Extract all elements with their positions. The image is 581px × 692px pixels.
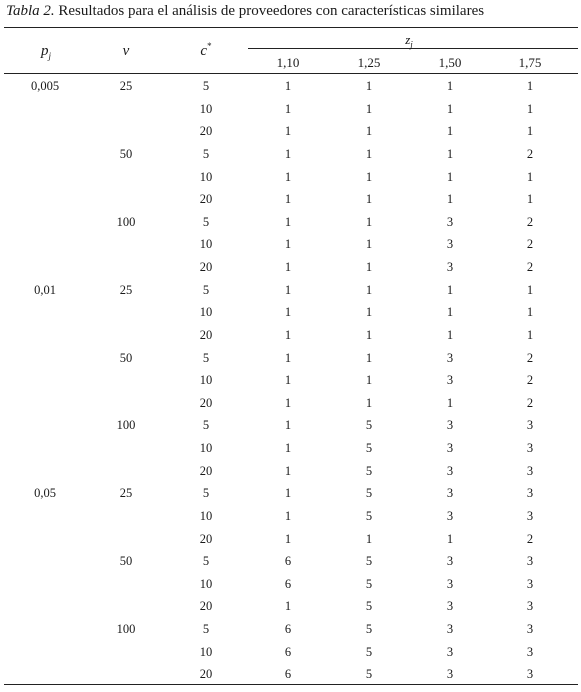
z-cell: 5: [365, 599, 373, 614]
z-cell: 3: [526, 576, 534, 591]
c-cell: 20: [199, 463, 213, 478]
c-cell: 10: [199, 508, 213, 523]
z-cell: 1: [365, 214, 373, 229]
c-cell: 10: [199, 373, 213, 388]
z-cell: 3: [526, 667, 534, 682]
z-cell: 2: [526, 373, 534, 388]
z-cell: 1: [446, 79, 454, 93]
z-cell: 2: [526, 350, 534, 365]
bottom-rule: [4, 684, 578, 685]
z-cell: 1: [284, 531, 292, 546]
z-cell: 1: [526, 282, 534, 297]
z-cell: 1: [284, 169, 292, 184]
header-zj: $z_j$: [405, 32, 413, 50]
z-cell: 3: [446, 418, 454, 433]
z-cell: 1: [446, 327, 454, 342]
c-cell: 10: [199, 576, 213, 591]
z-cell: 1: [446, 282, 454, 297]
c-cell: 20: [199, 395, 213, 410]
z-cell: 1: [526, 79, 534, 93]
z-cell: 1: [526, 192, 534, 207]
z-cell: 3: [446, 508, 454, 523]
z-cell: 1: [365, 146, 373, 161]
v-cell: 100: [116, 418, 136, 433]
c-cell: 20: [199, 667, 213, 682]
z-cell: 1: [284, 260, 292, 275]
c-cell: 20: [199, 599, 213, 614]
z-cell: 1: [446, 305, 454, 320]
z-cell: 1: [365, 101, 373, 116]
z-cell: 1: [365, 237, 373, 252]
v-cell: 100: [116, 622, 136, 637]
z-cell: 1: [365, 305, 373, 320]
v-cell: 50: [119, 350, 133, 365]
z-cell: 1: [365, 350, 373, 365]
v-cell: 100: [116, 214, 136, 229]
z-cell: 3: [446, 554, 454, 569]
z-cell: 1: [365, 124, 373, 139]
z-cell: 1: [526, 101, 534, 116]
z-cell: 3: [446, 260, 454, 275]
z-cell: 1: [446, 146, 454, 161]
z-cell: 3: [526, 463, 534, 478]
z-cell: 1: [446, 395, 454, 410]
c-cell: 10: [199, 237, 213, 252]
z-value-header: 1,10: [276, 55, 300, 70]
z-cell: 1: [284, 282, 292, 297]
z-cell: 3: [526, 418, 534, 433]
z-cell: 1: [284, 214, 292, 229]
z-cell: 1: [365, 373, 373, 388]
z-cell: 1: [284, 441, 292, 456]
z-cell: 3: [446, 622, 454, 637]
z-cell: 1: [284, 146, 292, 161]
z-cell: 2: [526, 395, 534, 410]
c-cell: 10: [199, 644, 213, 659]
v-cell: 25: [119, 282, 133, 297]
z-cell: 3: [446, 644, 454, 659]
z-cell: 1: [284, 373, 292, 388]
z-cell: 6: [284, 644, 292, 659]
z-cell: 1: [526, 169, 534, 184]
header-v: v: [122, 43, 130, 59]
z-cell: 6: [284, 622, 292, 637]
z-cell: 2: [526, 214, 534, 229]
header-c: c*: [200, 41, 212, 59]
c-cell: 5: [202, 622, 210, 637]
v-cell: 50: [119, 554, 133, 569]
z-cell: 3: [526, 622, 534, 637]
z-cell: 3: [526, 599, 534, 614]
z-cell: 1: [284, 395, 292, 410]
c-cell: 5: [202, 214, 210, 229]
v-cell: 25: [119, 79, 133, 93]
z-cell: 3: [526, 486, 534, 501]
z-cell: 1: [365, 79, 373, 93]
z-cell: 3: [446, 486, 454, 501]
z-cell: 1: [284, 327, 292, 342]
z-cell: 1: [365, 327, 373, 342]
z-cell: 2: [526, 531, 534, 546]
z-value-header: 1,25: [357, 55, 381, 70]
z-cell: 3: [446, 599, 454, 614]
c-cell: 20: [199, 260, 213, 275]
z-cell: 5: [365, 554, 373, 569]
z-cell: 5: [365, 463, 373, 478]
z-cell: 1: [284, 305, 292, 320]
c-cell: 5: [202, 282, 210, 297]
z-cell: 5: [365, 622, 373, 637]
z-cell: 3: [446, 463, 454, 478]
z-cell: 5: [365, 441, 373, 456]
z-cell: 1: [446, 531, 454, 546]
z-cell: 5: [365, 576, 373, 591]
caption-label: Tabla 2.: [6, 3, 55, 19]
z-cell: 1: [526, 305, 534, 320]
z-cell: 1: [284, 350, 292, 365]
z-cell: 3: [526, 644, 534, 659]
z-cell: 1: [365, 169, 373, 184]
z-cell: 1: [365, 260, 373, 275]
c-cell: 5: [202, 418, 210, 433]
z-cell: 1: [284, 508, 292, 523]
z-cell: 3: [526, 441, 534, 456]
z-cell: 3: [446, 350, 454, 365]
z-cell: 5: [365, 486, 373, 501]
c-cell: 10: [199, 101, 213, 116]
c-cell: 10: [199, 169, 213, 184]
z-cell: 1: [284, 237, 292, 252]
z-cell: 1: [365, 531, 373, 546]
z-cell: 1: [284, 192, 292, 207]
z-cell: 1: [446, 101, 454, 116]
z-cell: 1: [526, 124, 534, 139]
z-cell: 3: [446, 576, 454, 591]
table-caption: [6, 3, 484, 20]
z-cell: 3: [446, 214, 454, 229]
z-cell: 5: [365, 667, 373, 682]
z-cell: 3: [446, 667, 454, 682]
z-value-header: 1,75: [518, 55, 542, 70]
c-cell: 20: [199, 531, 213, 546]
z-cell: 3: [446, 441, 454, 456]
caption-title: Resultados para el análisis de proveedores con características similares: [54, 3, 485, 19]
z-cell: 1: [284, 101, 292, 116]
z-cell: 1: [284, 79, 292, 93]
z-cell: 1: [365, 282, 373, 297]
pj-cell: 0,05: [34, 486, 56, 501]
z-cell: 1: [284, 599, 292, 614]
z-cell: 3: [526, 508, 534, 523]
header-rule: [4, 73, 578, 74]
c-cell: 5: [202, 79, 210, 93]
z-cell: 5: [365, 644, 373, 659]
c-cell: 5: [202, 350, 210, 365]
z-cell: 6: [284, 554, 292, 569]
z-cell: 1: [446, 169, 454, 184]
c-cell: 5: [202, 554, 210, 569]
c-cell: 20: [199, 192, 213, 207]
z-cell: 5: [365, 418, 373, 433]
header-pj: $p_j$: [40, 43, 51, 61]
c-cell: 20: [199, 327, 213, 342]
c-cell: 10: [199, 441, 213, 456]
z-cell: 1: [446, 124, 454, 139]
z-cell: 6: [284, 667, 292, 682]
c-cell: 5: [202, 486, 210, 501]
top-rule: [4, 27, 578, 28]
z-cell: 1: [365, 395, 373, 410]
c-cell: 5: [202, 146, 210, 161]
v-cell: 25: [119, 486, 133, 501]
pj-cell: 0,01: [34, 282, 56, 297]
z-cell: 1: [284, 124, 292, 139]
z-cell: 1: [365, 192, 373, 207]
z-cell: 2: [526, 237, 534, 252]
z-cell: 2: [526, 146, 534, 161]
z-cell: 3: [526, 554, 534, 569]
z-cell: 3: [446, 237, 454, 252]
v-cell: 50: [119, 146, 133, 161]
z-cell: 1: [284, 486, 292, 501]
z-cell: 5: [365, 508, 373, 523]
z-cell: 2: [526, 260, 534, 275]
z-cell: 1: [446, 192, 454, 207]
z-cell: 6: [284, 576, 292, 591]
c-cell: 10: [199, 305, 213, 320]
z-cell: 3: [446, 373, 454, 388]
z-cell: 1: [526, 327, 534, 342]
z-cell: 1: [284, 463, 292, 478]
pj-cell: 0,005: [30, 79, 60, 93]
z-value-header: 1,50: [438, 55, 462, 70]
c-cell: 20: [199, 124, 213, 139]
z-cell: 1: [284, 418, 292, 433]
